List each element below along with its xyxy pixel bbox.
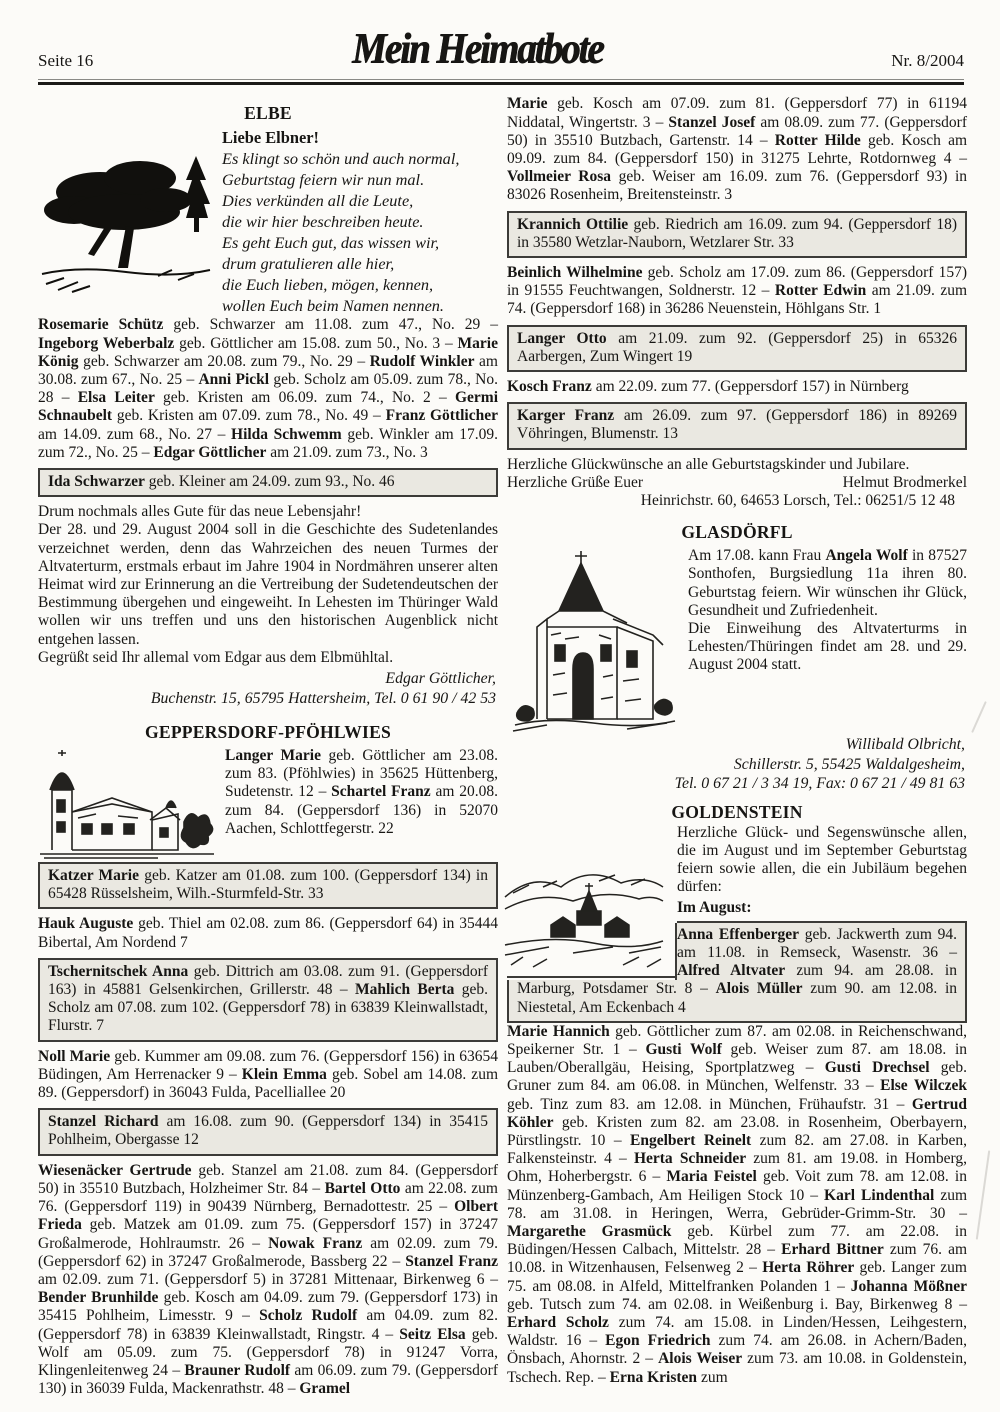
two-column-body [0, 85, 1000, 1398]
box-stanzel-richard: Stanzel Richard am 16.08. zum 90. (Geppersdorf 134) in 35415 Pohlheim, Obergasse 12 [38, 1108, 498, 1155]
elbe-salutation: Liebe Elbner! [222, 128, 319, 148]
box-ida-schwarzer: Ida Schwarzer geb. Kleiner am 24.09. zum 93., No. 46 [38, 468, 498, 497]
page-number: Seite 16 [38, 51, 94, 70]
poem-line: drum gratulieren alle hier, [222, 254, 395, 274]
signer-name: Helmut Brodmerkel [842, 473, 967, 491]
signer-address: Schillerstr. 5, 55425 Waldalgesheim, [733, 755, 965, 773]
section-heading-geppersdorf: GEPPERSDORF-PFÖHLWIES [145, 722, 391, 743]
geppersdorf-intro-block [38, 747, 498, 838]
goldenstein-image-frame [499, 853, 677, 980]
poem-line: die Euch lieben, mögen, kennen, [222, 275, 434, 295]
para-kosch-franz: Kosch Franz am 22.09. zum 77. (Geppersdorf 157) in Nürnberg [507, 378, 909, 396]
section-heading-glasdoerfl: GLASDÖRFL [681, 522, 793, 543]
elbe-signature [38, 669, 498, 708]
poem-line: Es geht Euch gut, das wissen wir, [222, 233, 440, 253]
glasdoerfl-para-einweihung: Die Einweihung des Altvaterturms in Lehesten/Thüringen findet am 28. und 29. August 2004 statt. [688, 620, 967, 674]
box-krannich-ottilie: Krannich Ottilie geb. Riedrich am 16.09. zum 94. (Geppersdorf 18) in 35580 Wetzlar-Nauborn, Wetzlarer Str. 33 [507, 211, 967, 258]
geppersdorf-greeting-row [507, 474, 967, 492]
poem-line: Dies verkünden all die Leute, [222, 191, 414, 211]
box-effenberger-text: Anna Effenberger geb. Jackwerth zum 94. am 11.08. in Remseck, Wasenstr. 36 – Alfred Altvater zum 94. am 28.08. in Marburg, Potsdamer Str. 8 – Alois Müller zum 90. am 12.08. in Niestetal, Am Eckenbach 4 [517, 925, 957, 1016]
elbe-wish-line: Drum nochmals alles Gute für das neue Lebensjahr! [38, 503, 362, 521]
geppersdorf-intro-list: Langer Marie geb. Göttlicher am 23.08. zum 83. (Pföhlwies) in 35625 Hüttenberg, Sudetenstr. 12 – Schartel Franz am 20.08. zum 84. (Geppersdorf 136) in 52070 Aachen, Schlottfegerstr. 22 [225, 747, 498, 837]
glasdoerfl-chapel-sketch [507, 549, 679, 733]
goldenstein-month-label: Im August: [677, 898, 752, 916]
section-heading-elbe: ELBE [244, 103, 292, 124]
elbe-turm-paragraph: Der 28. und 29. August 2004 soll in die Geschichte des Sudetenlandes verzeichnet werden, denn das Wahrzeichen des neuen Turmes der Altvaterturm, erstmals erbaut im Jahre 1904 in Nordmähren unserer alten Heimat wird zur Erinnerung an die Vertreibung der Sudetendeutschen der Bestimmung übergehen und eingeweiht. In Lehesten im Thüringer Wald wollen wir uns treffen und uns den historischen Augenblick nicht entgehen lassen. [38, 521, 498, 648]
issue-number: Nr. 8/2004 [891, 51, 964, 70]
elbe-landscape-tree-sketch [38, 134, 214, 298]
para-beinlich-wilhelmine: Beinlich Wilhelmine geb. Scholz am 17.09. zum 86. (Geppersdorf 157) in 91555 Feuchtwangen, Soldnerstr. 12 – Rotter Edwin am 21.09. zum 74. (Geppersdorf 168) in 36286 Neuenstein, Höhlgans Str. 1 [507, 264, 968, 318]
goldenstein-block [507, 824, 967, 1387]
signer-address: Heinrichstr. 60, 64653 Lorsch, Tel.: 06251/5 12 48 [640, 492, 955, 510]
glasdoerfl-para-wolf: Am 17.08. kann Frau Angela Wolf in 87527 Sonthofen, Burgsiedlung 11a ihren 80. Geburtstag feiern. Wir wünschen ihr Glück, Gesundheit und Zufriedenheit. [688, 547, 967, 619]
para-noll-marie: Noll Marie geb. Kummer am 09.08. zum 76. (Geppersdorf 156) in 63654 Büdingen, Am Herrenacker 9 – Klein Emma geb. Sobel am 14.08. zum 89. (Geppersdorf) in 36043 Fulda, Pacelliallee 20 [38, 1047, 498, 1102]
elbe-greeting-line: Gegrüßt seid Ihr allemal vom Edgar aus dem Elbmühltal. [38, 648, 394, 666]
para-geppersdorf-continued: Marie geb. Kosch am 07.09. zum 81. (Geppersdorf 77) in 61194 Niddatal, Wingertstr. 3 – Stanzel Josef am 08.09. zum 77. (Geppersdorf 50) in 35510 Butzbach, Gartenstr. 14 – Rotter Hilde geb. Kosch am 09.09. zum 84. (Geppersdorf 150) in 31275 Lehrte, Rotdornweg 4 – Vollmeier Rosa geb. Weiser am 16.09. zum 76. (Geppersdorf 93) in 83026 Rosenheim, Breitensteinstr. 3 [507, 95, 968, 204]
glasdoerfl-signature [507, 735, 967, 794]
left-column [38, 93, 498, 1398]
box-tschernitschek-anna: Tschernitschek Anna geb. Dittrich am 03.08. zum 91. (Geppersdorf 163) in 45881 Gelsenkirchen, Grillerstr. 48 – Mahlich Berta geb. Scholz am 07.08. zum 102. (Geppersdorf 78) in 63839 Kleinwallstadt, Flurstr. 7 [38, 958, 498, 1042]
goldenstein-mountain-village-sketch [503, 853, 665, 971]
signer-address: Buchenstr. 15, 65795 Hattersheim, Tel. 0 61 90 / 42 53 [150, 689, 496, 707]
right-column [507, 93, 967, 1398]
page-header [0, 0, 1000, 75]
para-wiesenaecker-list: Wiesenäcker Gertrude geb. Stanzel am 21.08. zum 84. (Geppersdorf 50) in 35510 Butzbach, Holzheimer Str. 84 – Bartel Otto am 22.08. zum 76. (Geppersdorf 119) in 90439 Nürnberg, Bernadottestr. 25 – Olbert Frieda geb. Matzek am 01.09. zum 75. (Geppersdorf 157) in 37247 Großalmerode, Hohlraumstr. 26 – Nowak Franz am 02.09. zum 79. (Geppersdorf 62) in 37247 Großalmerode, Bassberg 22 – Stanzel Franz am 02.09. zum 71. (Geppersdorf 5) in 37281 Mittenaar, Birkenweg 6 – Bender Brunhilde geb. Kosch am 04.09. zum 79. (Geppersdorf 173) in 35415 Pohlheim, Limesstr. 9 – Scholz Rudolf am 04.09. zum 82. (Geppersdorf 78) in 63839 Kleinwallstadt, Ringstr. 4 – Seitz Elsa geb. Wolf am 05.09. zum 75. (Geppersdorf 78) in 91247 Vorra, Klingenleitenweg 24 – Brauner Rudolf am 06.09. zum 79. (Geppersdorf 130) in 36039 Fulda, Mackenrathstr. 48 – Gramel [38, 1161, 499, 1398]
elbe-intro-block [38, 128, 498, 316]
goldenstein-intro: Herzliche Glück- und Segenswünsche allen, die im August und im September Geburtstag feiern sowie allen, die ein Jubiläum begehen dürfen: [677, 823, 967, 896]
goldenstein-august-list: Marie Hannich geb. Göttlicher zum 87. am 02.08. in Reichenschwand, Speikerner Str. 1 – Gusti Wolf geb. Weiser zum 87. am 18.08. in Lauben/Oberallgäu, Heising, Sportplatzweg – Gusti Drechsel geb. Gruner zum 84. am 06.08. in München, Welfenstr. 33 – Else Wilczek geb. Tinz zum 83. am 12.08. in München, Frühaufstr. 31 – Gertrud Köhler geb. Kristen zum 82. am 23.08. in Rosenheim, Oberbayern, Pürstlingstr. 10 – Engelbert Reinelt zum 82. am 27.08. in Karben, Falkensteinstr. 4 – Herta Schneider zum 81. am 19.08. in Homberg, Ohm, Hoherbergstr. 6 – Maria Feistel geb. Voit zum 78. am 12.08. in Münzenberg-Gambach, Am Heiligen Stock 10 – Karl Lindenthal zum 78. am 31.08. in Heringen, Werra, Gebrüder-Grimm-Str. 30 – Margarethe Grasmück geb. Kürbel zum 77. am 22.08. in Büdingen/Hessen Calbach, Mittelstr. 28 – Erhard Bittner zum 76. am 10.08. in Witzenhausen, Felsenweg 2 – Herta Röhrer geb. Langer zum 75. am 08.08. in Alfeld, Mittelfranken Polanden 1 – Johanna Mößner geb. Tutsch zum 74. am 02.08. in Weißenburg i. Bay, Birkenweg 8 – Erhard Scholz zum 74. am 15.08. in Linden/Hessen, Leihgestern, Waldstr. 16 – Egon Friedrich zum 74. am 26.08. in Achern/Baden, Önsbach, Ahornstr. 2 – Alois Weiser zum 73. am 10.08. in Goldenstein, Tschech. Rep. – Erna Kristen zum [507, 1022, 968, 1386]
glasdoerfl-block [507, 547, 967, 674]
box-katzer-marie: Katzer Marie geb. Katzer am 01.08. zum 100. (Geppersdorf 134) in 65428 Rüsselsheim, Wilh.-Sturmfeld-Str. 33 [38, 862, 498, 909]
geppersdorf-closing-line: Herzliche Glückwünsche an alle Geburtstagskinder und Jubilare. [507, 455, 910, 473]
poem-line: die wir hier beschreiben heute. [222, 212, 424, 232]
poem-line: Geburtstag feiern wir nun mal. [222, 170, 425, 190]
elbe-birthday-list: Rosemarie Schütz geb. Schwarzer am 11.08. zum 47., No. 29 – Ingeborg Weberbalz geb. Göttlicher am 15.08. zum 50., No. 3 – Marie König geb. Schwarzer am 20.08. zum 79., No. 29 – Rudolf Winkler am 30.08. zum 67., No. 25 – Anni Pickl geb. Scholz am 05.09. zum 78., No. 28 – Elsa Leiter geb. Kristen am 06.09. zum 74., No. 2 – Germi Schnaubelt geb. Kristen am 07.09. zum 78., No. 49 – Franz Göttlicher am 14.09. zum 68., No. 27 – Hilda Schwemm geb. Winkler am 17.09. zum 72., No. 25 – Edgar Göttlicher am 21.09. zum 73., No. 3 [38, 316, 499, 461]
signer-phone: Tel. 0 67 21 / 3 34 19, Fax: 0 67 21 / 49 81 63 [674, 775, 965, 793]
box-effenberger [507, 921, 967, 1023]
box-karger-franz: Karger Franz am 26.09. zum 97. (Geppersdorf 186) in 89269 Vöhringen, Blumenstr. 13 [507, 402, 967, 449]
para-hauk-auguste: Hauk Auguste geb. Thiel am 02.08. zum 86. (Geppersdorf 64) in 35444 Bibertal, Am Nordend 7 [38, 915, 498, 951]
geppersdorf-church-village-sketch [38, 750, 216, 860]
box-step-border [507, 976, 677, 978]
signer-name: Edgar Göttlicher, [385, 670, 496, 688]
box-langer-otto: Langer Otto am 21.09. zum 92. (Geppersdorf 25) in 65326 Aarbergen, Zum Wingert 19 [507, 325, 967, 372]
masthead-logo: Mein Heimatbote [351, 24, 603, 73]
section-heading-goldenstein: GOLDENSTEIN [671, 801, 803, 822]
greeting-left: Herzliche Grüße Euer [507, 473, 643, 491]
signer-name: Willibald Olbricht, [845, 736, 965, 754]
poem-line: wollen Euch beim Namen nennen. [222, 296, 445, 316]
poem-line: Es klingt so schön und auch normal, [222, 149, 460, 169]
